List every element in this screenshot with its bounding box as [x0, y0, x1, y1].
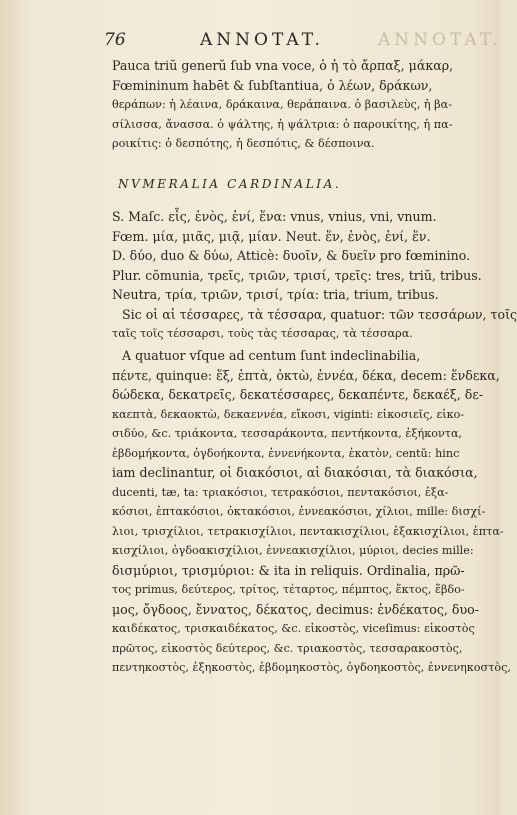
text-line: Plur. cõmunia, τρεῖς, τριῶν, τρισί, τρεῖς: tres, triŭ, tribus. [112, 267, 482, 283]
text-line: τος primus, δεύτερος, τρίτος, τέταρτος, πέμπτος, ἕκτος, ἕβδο- [112, 583, 465, 596]
numeral-declensions [112, 207, 517, 344]
text-line: ἑβδομήκοντα, ὀγδοήκοντα, ἐννενήκοντα, ἑκατὸν, centŭ: hinc [112, 446, 460, 460]
text-line: καεπτὰ, δεκαοκτὼ, δεκαεννέα, εἴκοσι, viginti: εἰκοσιεῖς, εἰκο- [112, 407, 465, 421]
paragraph-top [112, 56, 472, 154]
bleed-through-running-head: ANNOTAT. [378, 30, 502, 50]
running-head: ANNOTAT. [200, 30, 324, 50]
text-line: πέντε, quinque: ἕξ, ἑπτὰ, ὀκτὼ, ἐννέα, δέκα, decem: ἕνδεκα, [112, 367, 500, 383]
text-line: Sic οἱ αἱ τέσσαρες, τὰ τέσσαρα, quatuor: τῶν τεσσάρων, τοῖς [122, 306, 517, 322]
text-line: δισμύριοι, τρισμύριοι: & ita in reliquis. Ordinalia, πρῶ- [112, 562, 465, 578]
text-line: θεράπων: ἡ λέαινα, δράκαινα, θεράπαινα. ὁ βασιλεὺς, ἡ βα- [112, 98, 452, 111]
text-line: iam declinantur, οἱ διακόσιοι, αἱ διακόσιαι, τὰ διακόσια, [112, 465, 478, 480]
text-line: πεντηκοστὸς, ἑξηκοστὸς, ἑβδομηκοστὸς, ὀγδοηκοστὸς, ἐννενηκοστὸς, [112, 661, 511, 674]
section-heading: NVMERALIA CARDINALIA. [118, 177, 342, 191]
paragraph-main [112, 346, 511, 678]
text-line: πρῶτος, εἰκοστὸς δεύτερος, &c. τριακοστὸς, τεσσαρακοστὸς, [112, 641, 463, 655]
text-line: σιδύο, &c. τριάκοντα, τεσσαράκοντα, πεντήκοντα, ἑξήκοντα, [112, 427, 463, 440]
text-line: Neutra, τρία, τριῶν, τρισί, τρία: tria, trium, tribus. [112, 287, 439, 302]
text-line: D. δύο, duo & δύω, Atticè: δυοῖν, & δυεῖν pro fœminino. [112, 248, 471, 263]
text-line: μος, ὄγδοος, ἔννατος, δέκατος, decimus: ἑνδέκατος, δυο- [112, 601, 479, 617]
text-line: Fœmininum habēt & ſubſtantiua, ὁ λέων, δράκων, [112, 77, 433, 93]
text-line: καιδέκατος, τρισκαιδέκατος, &c. εἰκοστὸς, viceſimus: εἰκοστὸς [112, 622, 475, 635]
text-line: δώδεκα, δεκατρεῖς, δεκατέσσαρες, δεκαπέντε, δεκαέξ, δε- [112, 387, 484, 402]
text-line: ροικίτις: ὁ δεσπότης, ἡ δεσπότις, & δέσποινα. [112, 137, 375, 150]
text-line: ducenti, tæ, ta: τριακόσιοι, τετρακόσιοι, πεντακόσιοι, ἑξα- [112, 485, 449, 499]
text-line: Fœm. μία, μιᾶς, μιᾷ, μίαν. Neut. ἕν, ἑνὸς, ἑνί, ἕν. [112, 228, 431, 244]
text-line: S. Maſc. εἷς, ἑνὸς, ἑνί, ἕνα: vnus, vnius, vni, vnum. [112, 209, 437, 224]
text-line: A quatuor vſque ad centum ſunt indeclinabilia, [122, 348, 421, 363]
text-line: ταῖς τοῖς τέσσαρσι, τοὺς τὰς τέσσαρας, τὰ τέσσαρα. [112, 327, 413, 340]
text-line: σίλισσα, ἄνασσα. ὁ ψάλτης, ἡ ψάλτρια: ὁ παροικίτης, ἡ πα- [112, 117, 453, 131]
text-line: κισχίλιοι, ὀγδοακισχίλιοι, ἐννεακισχίλιοι, μύριοι, decies mille: [112, 544, 474, 557]
page-number: 76 [104, 30, 126, 50]
text-line: κόσιοι, ἑπτακόσιοι, ὀκτακόσιοι, ἐννεακόσιοι, χίλιοι, mille: δισχί- [112, 505, 486, 518]
text-line: λιοι, τρισχίλιοι, τετρακισχίλιοι, πεντακισχίλιοι, ἑξακισχίλιοι, ἑπτα- [112, 524, 504, 538]
text-line: Pauca triŭ generŭ ſub vna voce, ὁ ἡ τὸ ἄρπαξ, μάκαρ, [112, 58, 454, 73]
